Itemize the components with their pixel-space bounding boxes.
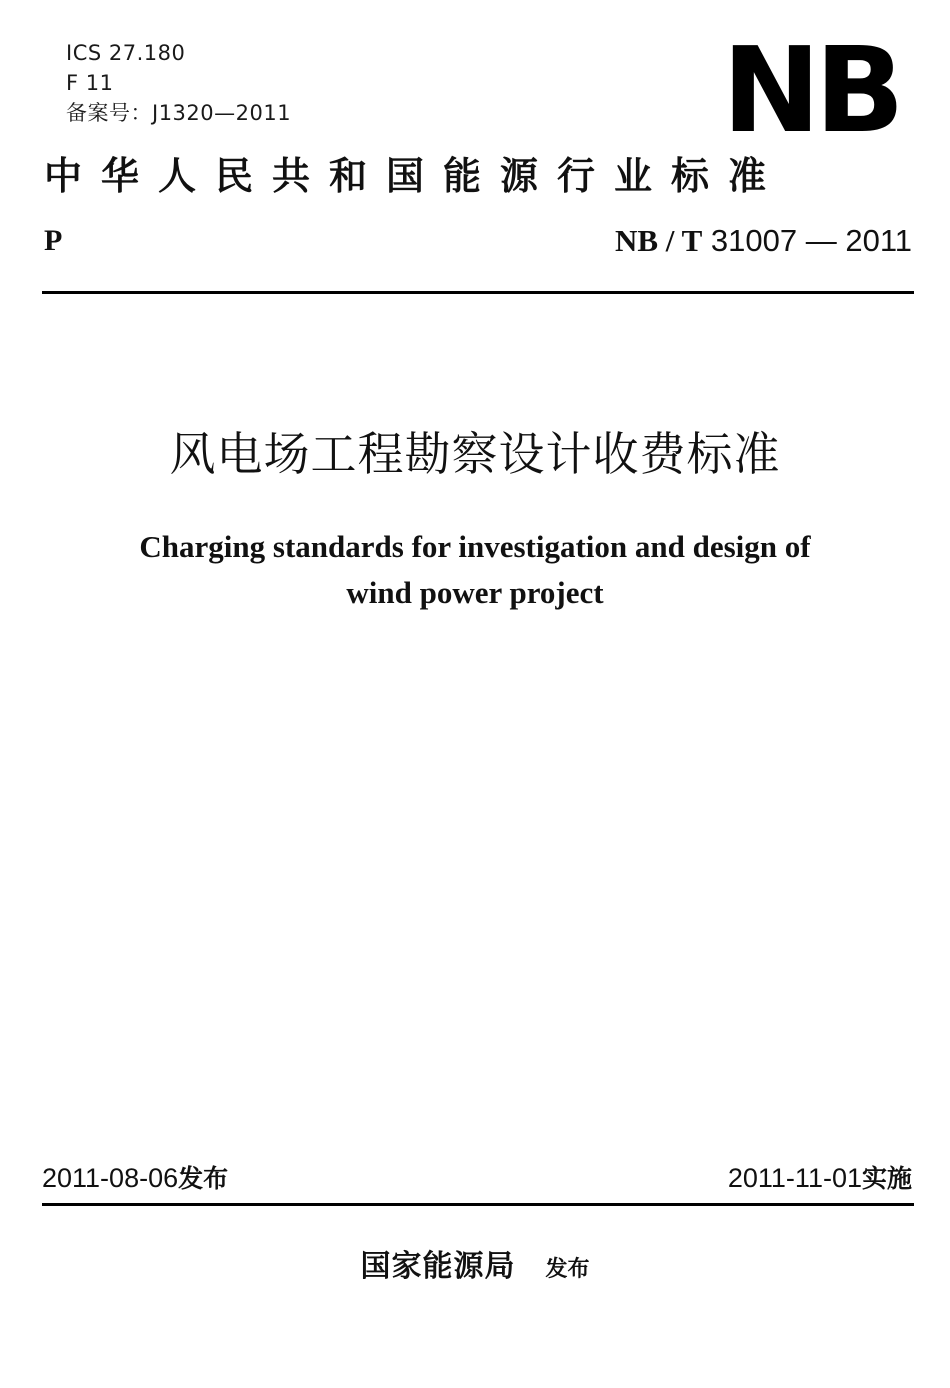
nb-logo: NB bbox=[722, 21, 899, 159]
implementation-date bbox=[728, 1160, 912, 1197]
document-title-english-line2: wind power project bbox=[346, 575, 604, 610]
ics-code: ICS 27.180 bbox=[66, 41, 186, 65]
issue-date-value: 2011-08-06 bbox=[42, 1163, 179, 1193]
standard-code: 31007 — 2011 bbox=[710, 223, 912, 258]
publisher-action: 发布 bbox=[545, 1256, 590, 1282]
category-letter: P bbox=[44, 224, 63, 257]
implementation-date-value: 2011-11-01 bbox=[727, 1163, 862, 1193]
publisher-name: 国家能源局 bbox=[360, 1249, 516, 1284]
top-divider bbox=[42, 291, 914, 294]
classification-code: F 11 bbox=[66, 71, 114, 95]
standard-prefix: NB / T bbox=[614, 223, 703, 258]
filing-number: 备案号：J1320—2011 bbox=[66, 101, 292, 125]
issue-date-label: 发布 bbox=[178, 1164, 229, 1193]
document-title-chinese: 风电场工程勘察设计收费标准 bbox=[169, 427, 781, 481]
implementation-date-label: 实施 bbox=[861, 1164, 912, 1193]
document-title-english-line1: Charging standards for investigation and design of bbox=[139, 529, 811, 564]
publisher-line bbox=[0, 1245, 950, 1291]
standard-number bbox=[615, 222, 912, 260]
bottom-divider bbox=[42, 1203, 914, 1206]
issue-date bbox=[42, 1160, 228, 1197]
industry-standard-heading: 中华人民共和国能源行业标准 bbox=[44, 153, 786, 198]
